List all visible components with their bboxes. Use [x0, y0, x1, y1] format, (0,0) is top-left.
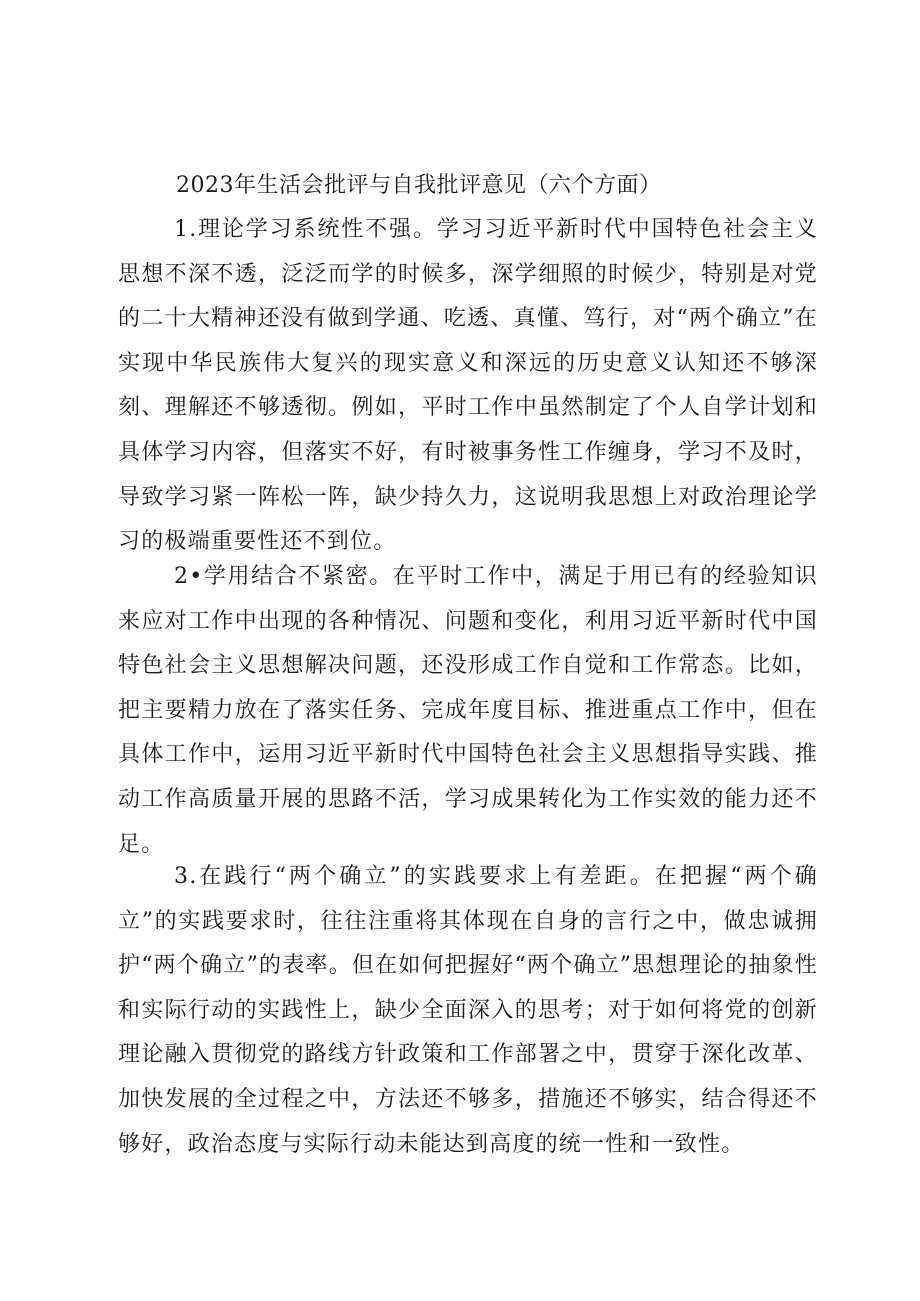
paragraph-2: 2•学用结合不紧密。在平时工作中，满足于用已有的经验知识来应对工作中出现的各种情况、问题和变化，利用习近平新时代中国特色社会主义思想解决问题，还没形成工作自觉和工作常态。比如，把主要精力放在了落实任务、完成年度目标、推进重点工作中，但在具体工作中，运用习近平新时代中国特色社会主义思想指导实践、推动工作高质量开展的思路不活，学习成果转化为工作实效的能力还不足。 [118, 564, 818, 857]
paragraph-1: 1.理论学习系统性不强。学习习近平新时代中国特色社会主义思想不深不透，泛泛而学的时候多，深学细照的时候少，特别是对党的二十大精神还没有做到学通、吃透、真懂、笃行，对“两个确立”在实现中华民族伟大复兴的现实意义和深远的历史意义认知还不够深刻、理解还不够透彻。例如，平时工作中虽然制定了个人自学计划和具体学习内容，但落实不好，有时被事务性工作缠身，学习不及时，导致学习紧一阵松一阵，缺少持久力，这说明我思想上对政治理论学习的极端重要性还不到位。 [118, 217, 818, 555]
paragraph-3: 3.在践行“两个确立”的实践要求上有差距。在把握“两个确立”的实践要求时，往往注重将其体现在自身的言行之中，做忠诚拥护“两个确立”的表率。但在如何把握好“两个确立”思想理论的抽象性和实际行动的实践性上，缺少全面深入的思考；对于如何将党的创新理论融入贯彻党的路线方针政策和工作部署之中，贯穿于深化改革、加快发展的全过程之中，方法还不够多，措施还不够实，结合得还不够好，政治态度与实际行动未能达到高度的统一性和一致性。 [118, 864, 818, 1157]
document-title: 2023年生活会批评与自我批评意见（六个方面） [176, 173, 662, 198]
